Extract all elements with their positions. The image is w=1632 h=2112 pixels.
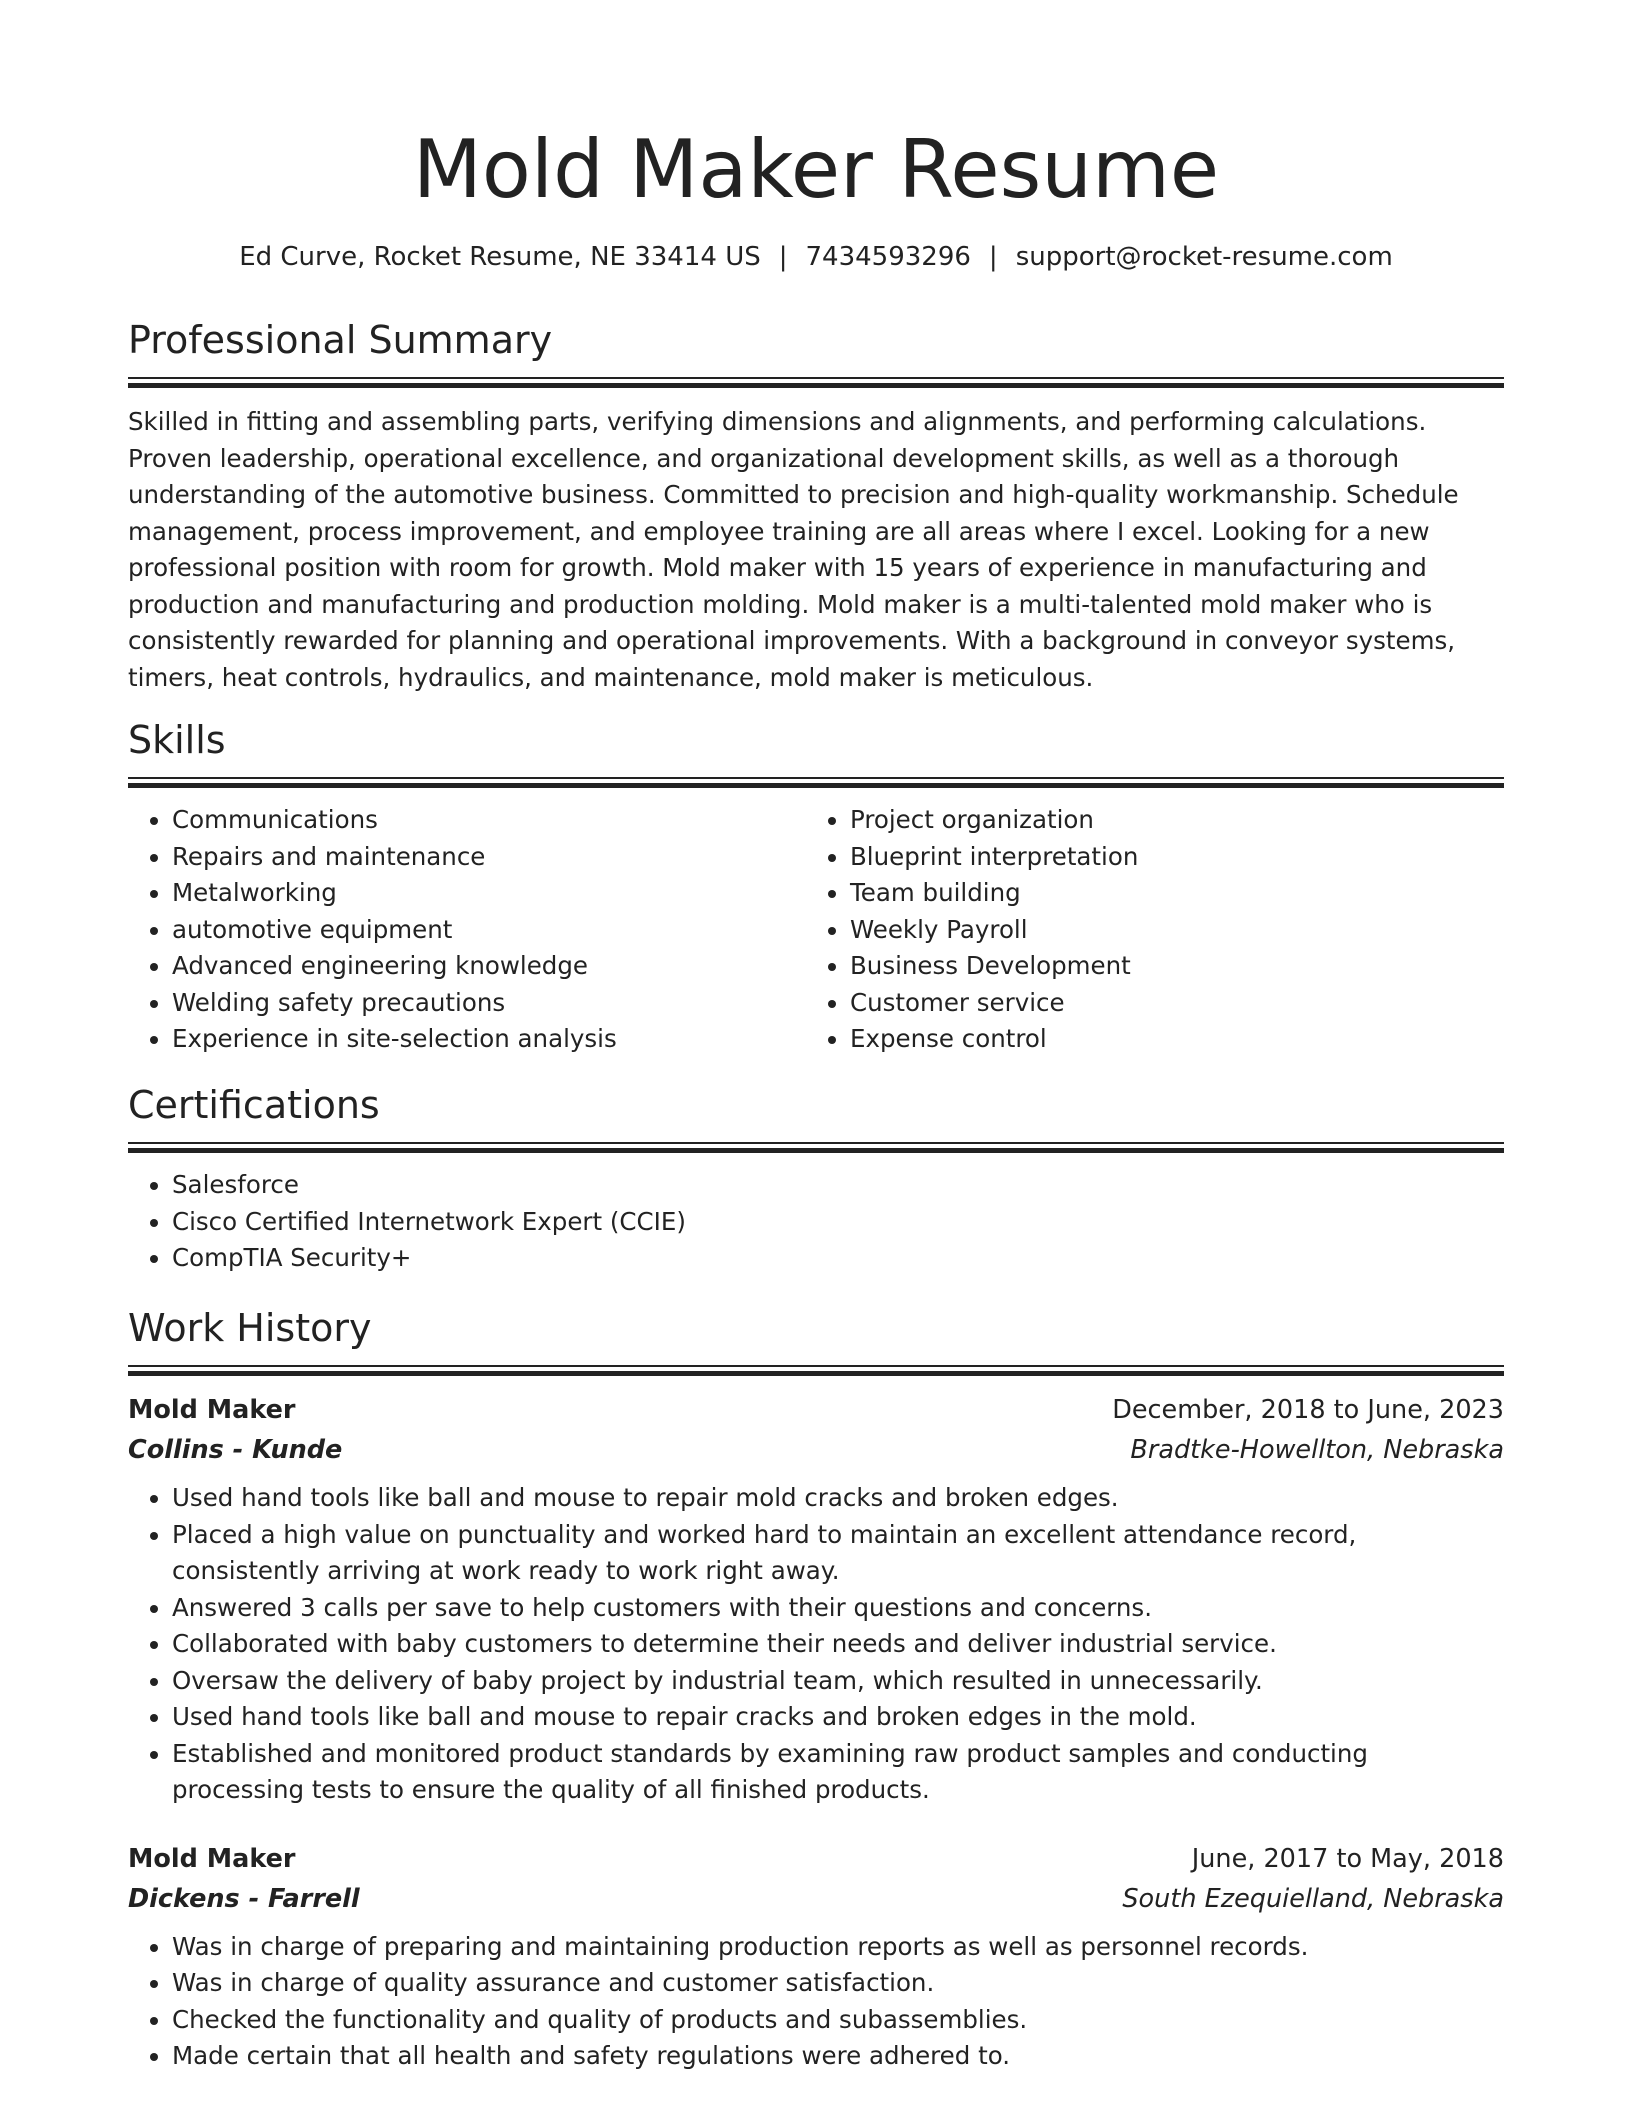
job-header — [128, 1390, 1504, 1430]
certification-item: • Cisco Certified Internetwork Expert (CCIE) — [172, 1204, 1504, 1241]
skill-item: • Weekly Payroll — [850, 912, 1484, 949]
skill-item: • Team building — [850, 875, 1484, 912]
contact-separator: | — [778, 242, 788, 272]
skill-item: • Business Development — [850, 948, 1484, 985]
skills-heading: Skills — [128, 718, 226, 762]
skill-item: • automotive equipment — [172, 912, 806, 949]
job-duty-item: • Placed a high value on punctuality and worked hard to maintain an excellent attendance record, consistently arriving at work ready to work right away. — [172, 1517, 1504, 1590]
section-divider — [128, 1365, 1504, 1376]
skill-item: • Experience in site-selection analysis — [172, 1021, 806, 1058]
skill-item: • Project organization — [850, 802, 1484, 839]
job-duty-item: • Checked the functionality and quality of products and subassemblies. — [172, 2002, 1504, 2039]
summary-section — [128, 315, 1504, 696]
contact-email[interactable]: support@rocket-resume.com — [1015, 242, 1393, 272]
contact-address: Ed Curve, Rocket Resume, NE 33414 US — [239, 242, 761, 272]
skills-column-left — [128, 802, 806, 1058]
skill-item: • Welding safety precautions — [172, 985, 806, 1022]
skill-item: • Expense control — [850, 1021, 1484, 1058]
skill-item: • Communications — [172, 802, 806, 839]
summary-text: Skilled in fitting and assembling parts, verifying dimensions and alignments, and performing calculations. Proven leadership, operational excellence, and organizational development skills, as well as a thorough understanding of the automotive business. Committed to precision and high-quality workmanship. Schedule management, process improvement, and employee training are all areas where I excel. Looking for a new professional position with room for growth. Mold maker with 15 years of experience in manufacturing and production and manufacturing and production molding. Mold maker is a multi-talented mold maker who is consistently rewarded for planning and operational improvements. With a background in conveyor systems, timers, heat controls, hydraulics, and maintenance, mold maker is meticulous. — [128, 407, 1459, 692]
job-duty-item: • Answered 3 calls per save to help customers with their questions and concerns. — [172, 1590, 1504, 1627]
job-title: Mold Maker — [128, 1843, 296, 1874]
work-history-section — [128, 1303, 1504, 2075]
skill-item: • Repairs and maintenance — [172, 839, 806, 876]
summary-heading: Professional Summary — [128, 318, 553, 362]
skills-columns — [128, 802, 1504, 1058]
skill-item: • Blueprint interpretation — [850, 839, 1484, 876]
contact-phone: 7434593296 — [805, 242, 971, 272]
skill-item: • Metalworking — [172, 875, 806, 912]
job-duty-item: • Was in charge of quality assurance and customer satisfaction. — [172, 1965, 1504, 2002]
skills-column-right — [806, 802, 1484, 1058]
job-company: Dickens - Farrell — [128, 1883, 360, 1914]
job-location: South Ezequielland, Nebraska — [1122, 1883, 1504, 1914]
job-location: Bradtke-Howellton, Nebraska — [1130, 1435, 1504, 1465]
section-divider — [128, 377, 1504, 388]
job-duty-item: • Made certain that all health and safety regulations were adhered to. — [172, 2038, 1504, 2075]
certifications-list — [128, 1167, 1504, 1277]
skills-list-left — [128, 802, 806, 1058]
job-duty-item: • Collaborated with baby customers to determine their needs and deliver industrial service. — [172, 1626, 1504, 1663]
job-duty-item: • Was in charge of preparing and maintaining production reports as well as personnel records. — [172, 1929, 1504, 1966]
job-duties-list — [128, 1480, 1504, 1809]
job-title: Mold Maker — [128, 1395, 296, 1425]
contact-line — [0, 237, 1632, 277]
job-entry — [128, 1390, 1504, 1809]
work-history-heading: Work History — [128, 1306, 372, 1350]
job-subheader — [128, 1879, 1504, 1919]
resume-title: Mold Maker Resume — [412, 123, 1220, 216]
job-dates: December, 2018 to June, 2023 — [1112, 1395, 1504, 1425]
job-duties-list — [128, 1929, 1504, 2075]
skill-item: • Customer service — [850, 985, 1484, 1022]
job-header — [128, 1839, 1504, 1879]
job-duty-item: • Used hand tools like ball and mouse to repair mold cracks and broken edges. — [172, 1480, 1504, 1517]
certification-item: • CompTIA Security+ — [172, 1240, 1504, 1277]
job-duty-item: • Established and monitored product standards by examining raw product samples and conducting processing tests to ensure the quality of all finished products. — [172, 1736, 1504, 1809]
contact-separator: | — [988, 242, 998, 272]
skill-item: • Advanced engineering knowledge — [172, 948, 806, 985]
job-company: Collins - Kunde — [128, 1435, 343, 1465]
certification-item: • Salesforce — [172, 1167, 1504, 1204]
job-subheader — [128, 1430, 1504, 1470]
section-divider — [128, 1142, 1504, 1153]
job-duty-item: • Oversaw the delivery of baby project by industrial team, which resulted in unnecessarily. — [172, 1663, 1504, 1700]
job-entry — [128, 1839, 1504, 2075]
skills-section — [128, 715, 1504, 1058]
certifications-heading: Certifications — [128, 1083, 380, 1127]
job-dates: June, 2017 to May, 2018 — [1191, 1843, 1504, 1874]
section-divider — [128, 777, 1504, 788]
skills-list-right — [806, 802, 1484, 1058]
certifications-section — [128, 1080, 1504, 1277]
job-duty-item: • Used hand tools like ball and mouse to repair cracks and broken edges in the mold. — [172, 1699, 1504, 1736]
